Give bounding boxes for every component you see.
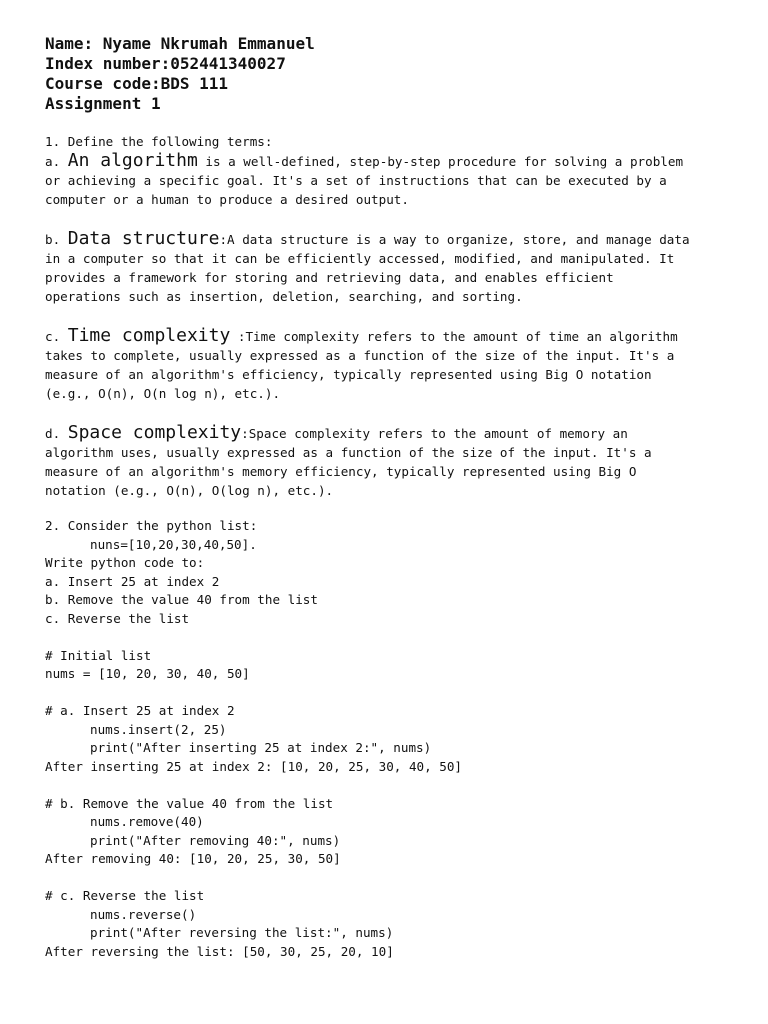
document-header — [45, 34, 735, 114]
code-statement: nums.reverse() — [90, 906, 197, 922]
term-prefix: c. — [45, 329, 68, 344]
student-name: Name: Nyame Nkrumah Emmanuel — [45, 34, 315, 53]
code-statement: nums.remove(40) — [90, 814, 204, 829]
term-line: algorithm uses, usually expressed as a function of the size of the input. It's a — [45, 445, 652, 460]
text-line: Write python code to: — [45, 555, 205, 570]
question-2 — [45, 517, 735, 961]
index-number: Index number:052441340027 — [45, 54, 286, 73]
course-code: Course code:BDS 111 — [45, 74, 229, 93]
term-first-line: is a well-defined, step-by-step procedure for solving a problem — [197, 154, 684, 169]
term-title: Data structure — [67, 228, 220, 249]
term-line: provides a framework for storing and retrieving data, and enables efficient — [45, 270, 614, 285]
term-line: in a computer so that it can be efficiently accessed, modified, and manipulated. It — [45, 251, 675, 266]
term-title: Space complexity — [67, 422, 242, 443]
code-statement: nums.insert(2, 25) — [90, 721, 227, 737]
term-title: An algorithm — [67, 150, 198, 171]
term-title: Time complexity — [67, 325, 231, 346]
term-prefix: a. — [45, 154, 68, 169]
code-statement: print("After inserting 25 at index 2:", nums) — [90, 740, 432, 755]
text-line: c. Reverse the list — [45, 610, 190, 626]
term-line: notation (e.g., O(n), O(log n), etc.). — [45, 483, 334, 498]
term-line: computer or a human to produce a desired output. — [45, 192, 409, 207]
question-1-intro: 1. Define the following terms: — [45, 134, 273, 149]
code-statement: print("After removing 40:", nums) — [90, 832, 341, 848]
term-prefix: d. — [45, 426, 68, 441]
assignment-title: Assignment 1 — [45, 94, 161, 113]
term-first-line: :A data structure is a way to organize, store, and manage data — [219, 232, 690, 247]
term-space-complexity — [45, 423, 735, 500]
term-line: takes to complete, usually expressed as a function of the size of the input. It's a — [45, 348, 675, 363]
blank-line — [45, 628, 735, 647]
blank-line — [45, 684, 735, 703]
text-line: # c. Reverse the list — [45, 888, 205, 903]
text-line: b. Remove the value 40 from the list — [45, 592, 318, 607]
term-line: (e.g., O(n), O(n log n), etc.). — [45, 386, 281, 401]
blank-line — [45, 869, 735, 888]
question-1 — [45, 132, 735, 500]
text-line: a. Insert 25 at index 2 — [45, 573, 220, 589]
code-statement: print("After reversing the list:", nums) — [90, 925, 394, 940]
text-line: # b. Remove the value 40 from the list — [45, 795, 334, 811]
term-line: or achieving a specific goal. It's a set of instructions that can be executed by a — [45, 173, 667, 188]
text-line: After inserting 25 at index 2: [10, 20, 25, 30, 40, 50] — [45, 758, 463, 774]
term-line: operations such as insertion, deletion, searching, and sorting. — [45, 289, 523, 304]
term-first-line: :Time complexity refers to the amount of time an algorithm — [230, 329, 678, 344]
text-line: After reversing the list: [50, 30, 25, 20, 10] — [45, 943, 394, 959]
term-algorithm — [45, 151, 735, 209]
term-line: measure of an algorithm's efficiency, typically represented using Big O notation — [45, 367, 652, 382]
text-line: # Initial list — [45, 647, 152, 663]
term-line: measure of an algorithm's memory efficiency, typically represented using Big O — [45, 464, 637, 479]
blank-line — [45, 776, 735, 795]
term-first-line: :Space complexity refers to the amount of memory an — [241, 426, 628, 441]
term-data-structure — [45, 229, 735, 306]
text-line: After removing 40: [10, 20, 25, 30, 50] — [45, 851, 341, 866]
term-time-complexity — [45, 326, 735, 403]
code-statement: nuns=[10,20,30,40,50]. — [90, 536, 257, 552]
document-page — [45, 34, 735, 961]
text-line: nums = [10, 20, 30, 40, 50] — [45, 666, 250, 681]
term-prefix: b. — [45, 232, 68, 247]
text-line: # a. Insert 25 at index 2 — [45, 703, 235, 718]
text-line: 2. Consider the python list: — [45, 518, 258, 533]
